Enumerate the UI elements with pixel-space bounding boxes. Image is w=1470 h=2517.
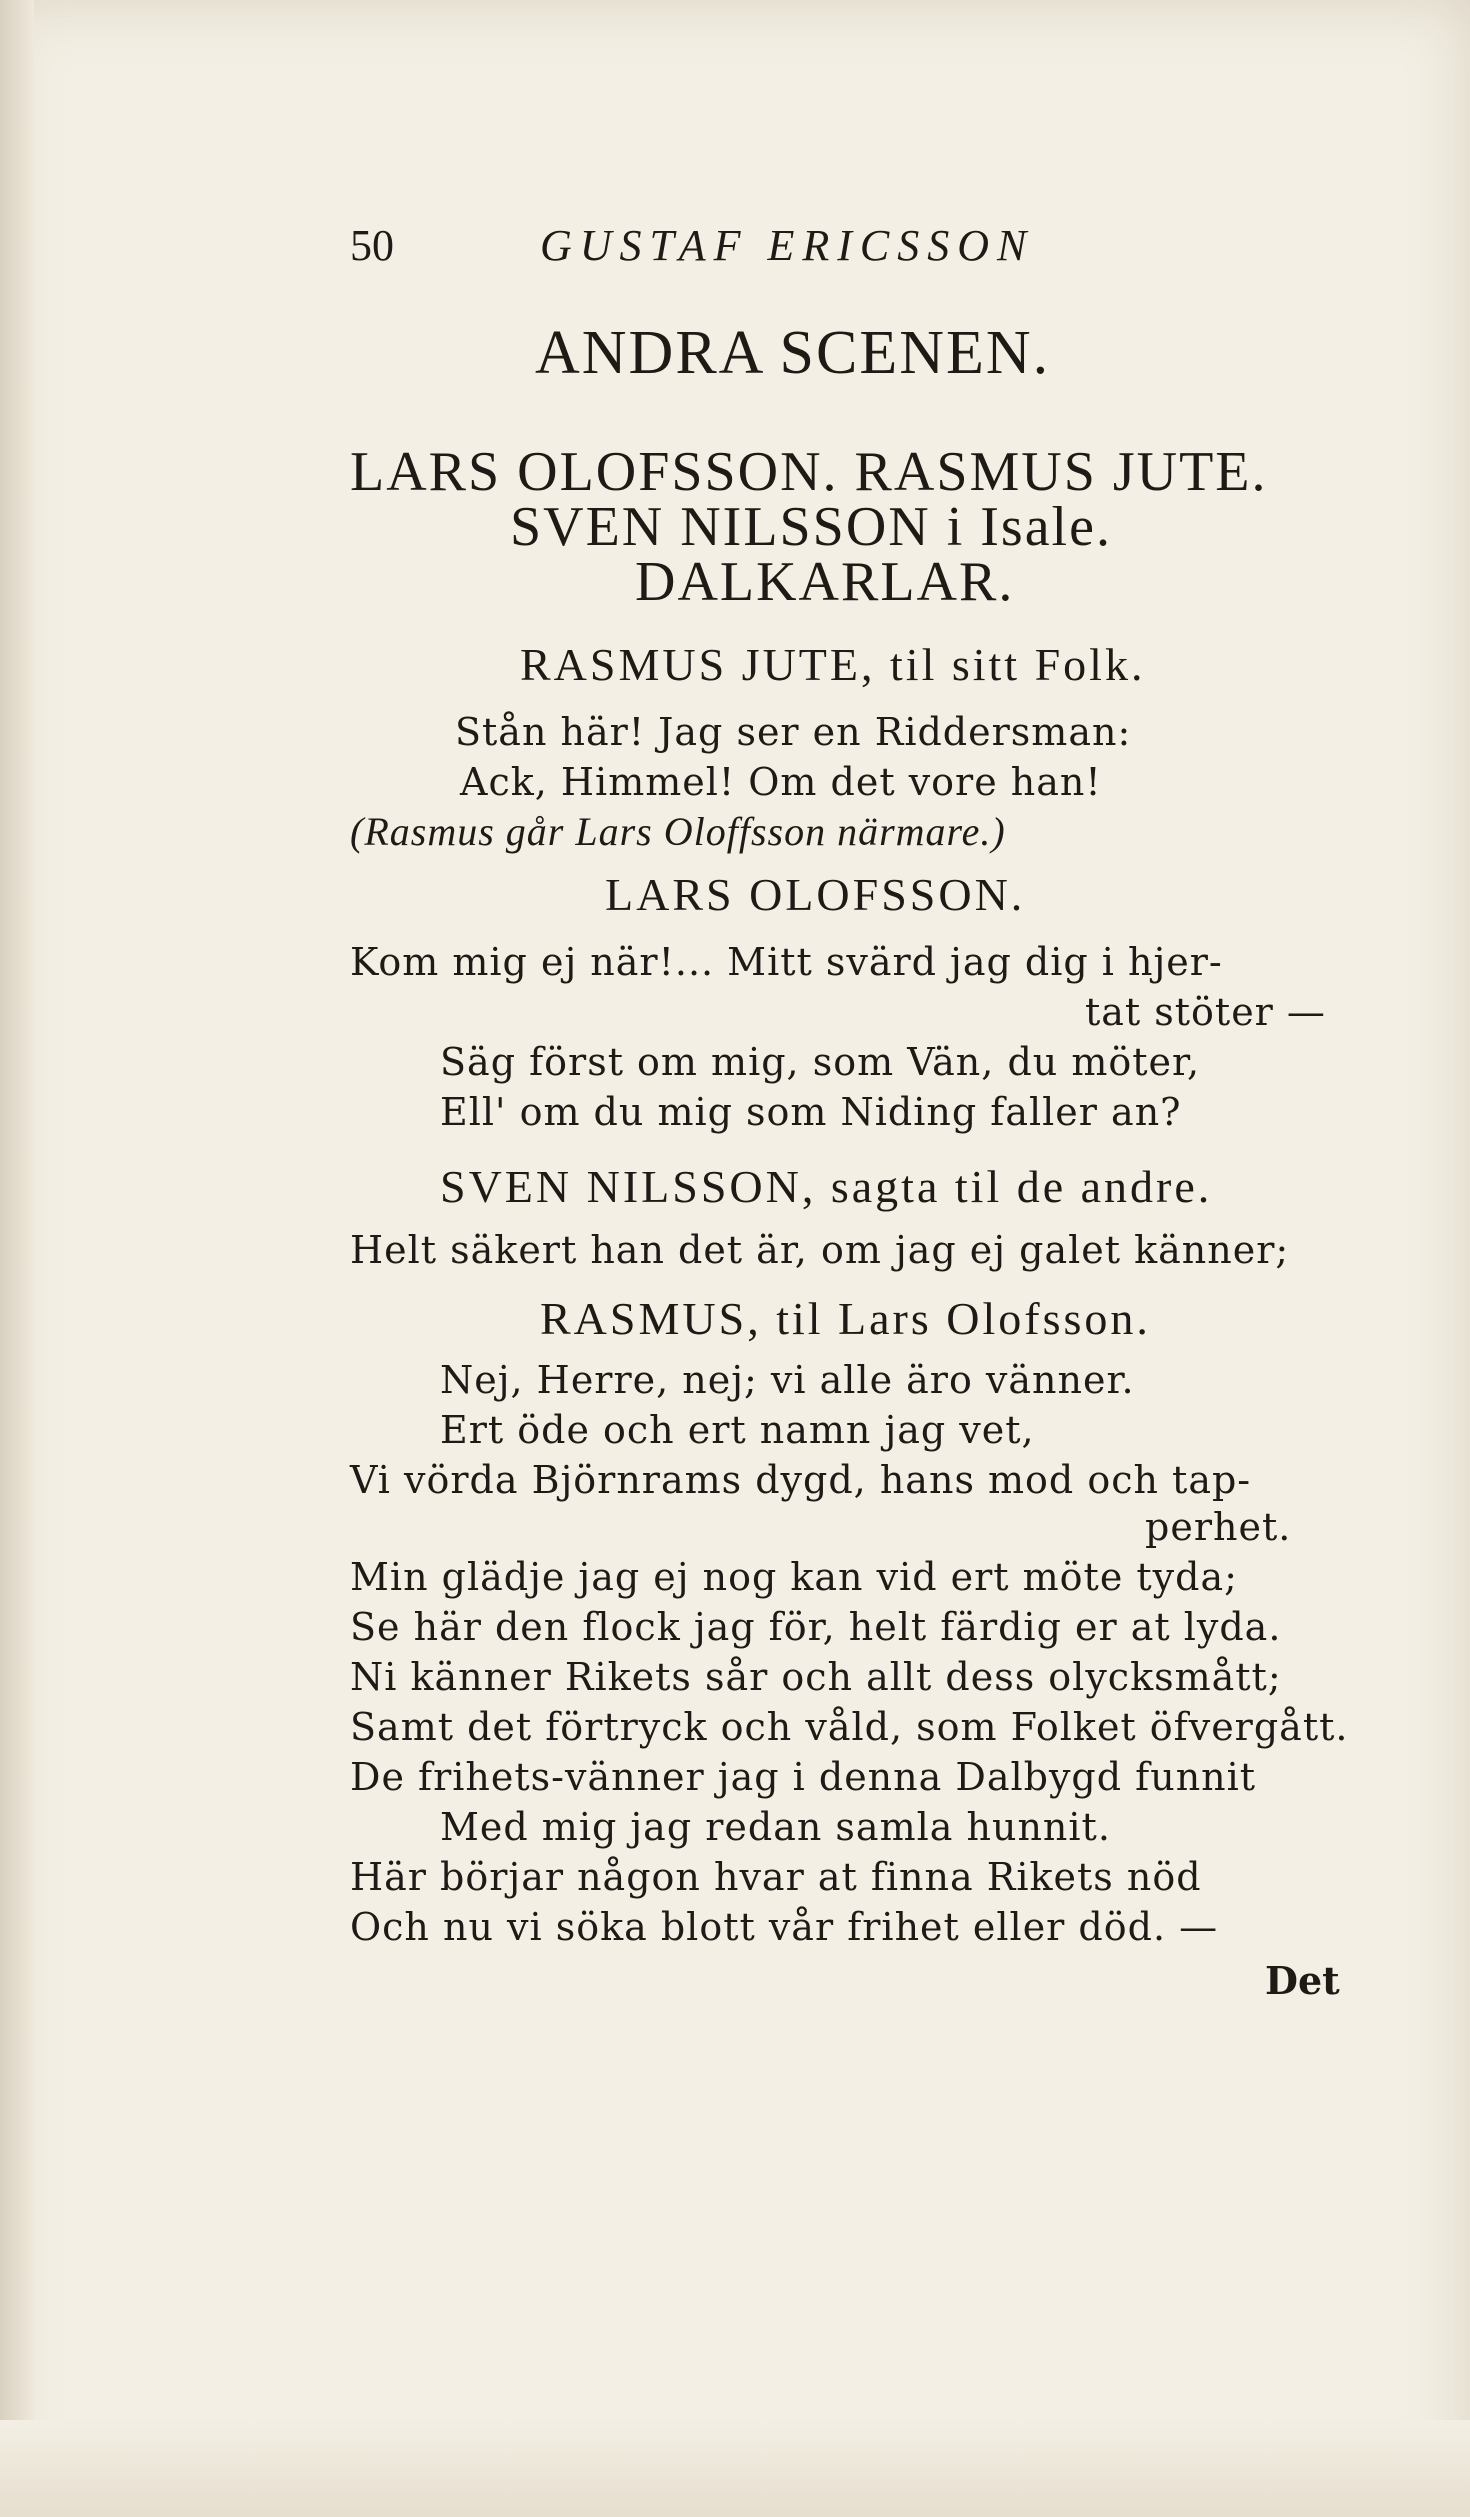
cast-list-line-2: SVEN NILSSON i Isale. [510,496,1112,558]
verse-line-1: Stån här! Jag ser en Riddersman: [455,710,1132,754]
verse-line-3: Kom mig ej när!... Mitt svärd jag dig i hjer- [350,940,1223,984]
verse-line-14: De frihets-vänner jag i denna Dalbygd funnit [350,1755,1257,1799]
speaker-heading-2: LARS OLOFSSON. [605,869,1026,920]
scene-title: ANDRA SCENEN. [535,319,1051,387]
verse-line-13: Samt det förtryck och våld, som Folket öfvergått. [350,1705,1349,1749]
catchword: Det [1265,1958,1340,2003]
verse-line-7: Nej, Herre, nej; vi alle äro vänner. [440,1358,1135,1402]
verse-line-9-turnover: perhet. [1145,1505,1292,1549]
speaker-heading-4: RASMUS, til Lars Olofsson. [540,1293,1151,1344]
verse-line-5: Ell' om du mig som Niding faller an? [440,1090,1182,1134]
running-head: GUSTAF ERICSSON [540,221,1035,270]
verse-line-3-turnover: tat stöter — [1085,990,1326,1034]
speaker-heading-3: SVEN NILSSON, sagta til de andre. [440,1161,1213,1212]
cast-list-line-1: LARS OLOFSSON. RASMUS JUTE. [350,441,1268,503]
verse-line-10: Min glädje jag ej nog kan vid ert möte tyda; [350,1555,1238,1599]
verse-line-17: Och nu vi söka blott vår frihet eller död. — [350,1905,1219,1949]
page-gutter-shadow [0,0,34,2517]
verse-line-8: Ert öde och ert namn jag vet, [440,1408,1035,1452]
page-number: 50 [350,221,394,270]
stage-direction-1: (Rasmus går Lars Oloffsson närmare.) [350,809,1006,854]
cast-list-line-3: DALKARLAR. [635,551,1015,613]
verse-line-11: Se här den flock jag för, helt färdig er at lyda. [350,1605,1282,1649]
verse-line-15: Med mig jag redan samla hunnit. [440,1805,1111,1849]
page-bottom-edge [0,2420,1470,2517]
speaker-heading-1: RASMUS JUTE, til sitt Folk. [520,639,1146,690]
verse-line-6: Helt säkert han det är, om jag ej galet känner; [350,1228,1290,1272]
verse-line-4: Säg först om mig, som Vän, du möter, [440,1040,1201,1084]
verse-line-2: Ack, Himmel! Om det vore han! [460,760,1102,804]
verse-line-9: Vi vörda Björnrams dygd, hans mod och tap- [350,1458,1252,1502]
verse-line-12: Ni känner Rikets sår och allt dess olycksmått; [350,1655,1282,1699]
verse-line-16: Här börjar någon hvar at finna Rikets nöd [350,1855,1202,1899]
